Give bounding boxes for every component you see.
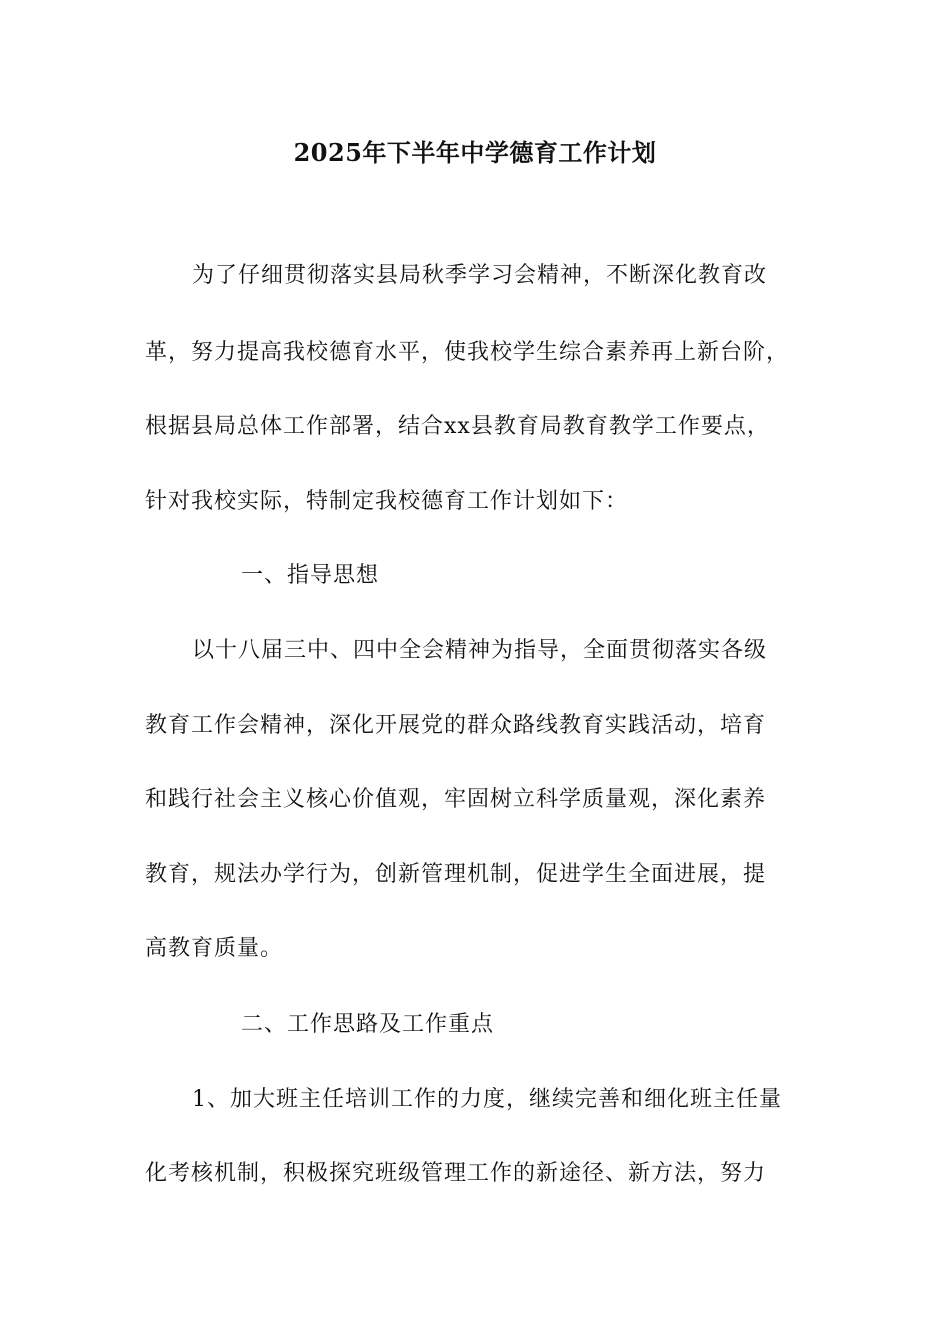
intro-paragraph-line-3: 根据县局总体工作部署，结合xx县教育局教育教学工作要点， — [145, 414, 770, 439]
guiding-paragraph-line-2: 教育工作会精神，深化开展党的群众路线教育实践活动，培育 — [145, 713, 767, 738]
intro-paragraph-line-4: 针对我校实际，特制定我校德育工作计划如下： — [145, 489, 629, 514]
section-heading-guiding-thought: 一、指导思想 — [241, 563, 380, 588]
item-1-line-1: 1、加大班主任培训工作的力度，继续完善和细化班主任量 — [192, 1087, 782, 1112]
document-title: 2025年下半年中学德育工作计划 — [293, 138, 657, 167]
intro-paragraph-line-2: 革，努力提高我校德育水平，使我校学生综合素养再上新台阶， — [145, 340, 790, 365]
guiding-paragraph-line-1: 以十八届三中、四中全会精神为指导，全面贯彻落实各级 — [192, 638, 768, 663]
section-heading-work-focus: 二、工作思路及工作重点 — [241, 1012, 495, 1037]
item-1-line-2: 化考核机制，积极探究班级管理工作的新途径、新方法，努力 — [145, 1161, 767, 1186]
guiding-paragraph-line-4: 教育，规法办学行为，创新管理机制，促进学生全面进展，提 — [145, 862, 767, 887]
guiding-paragraph-line-5: 高教育质量。 — [145, 936, 284, 961]
intro-paragraph-line-1: 为了仔细贯彻落实县局秋季学习会精神，不断深化教育改 — [192, 263, 768, 288]
guiding-paragraph-line-3: 和践行社会主义核心价值观，牢固树立科学质量观，深化素养 — [145, 787, 767, 812]
